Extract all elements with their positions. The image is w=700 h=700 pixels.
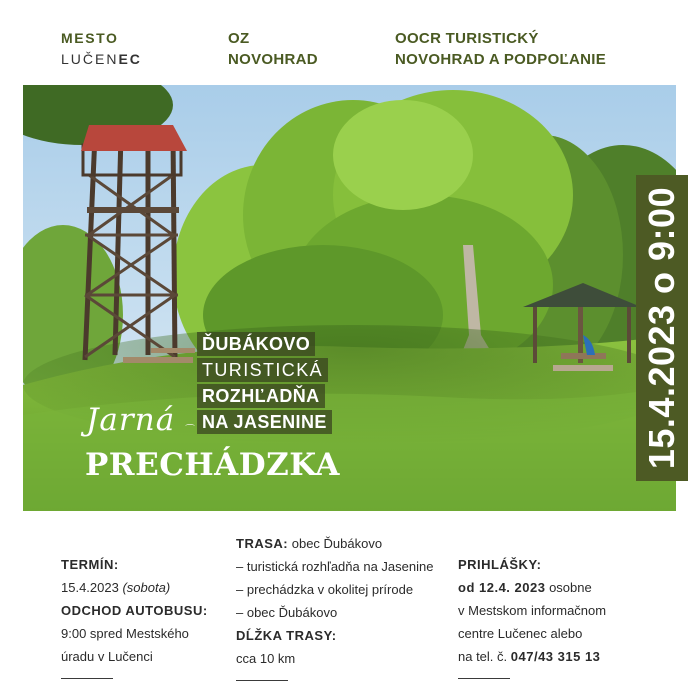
bus-label: ODCHOD AUTOBUSU: — [61, 603, 208, 618]
registration-line-2: v Mestskom informačnom — [458, 603, 607, 618]
bus-line-2: úradu v Lučenci — [61, 649, 153, 664]
title-line-3: ROZHĽADŇA — [197, 384, 325, 408]
title-line-1: ĎUBÁKOVO — [197, 332, 315, 356]
title-line-4: NA JASENINE — [197, 410, 332, 434]
registration-phone: na tel. č. 047/43 315 13 — [458, 649, 601, 664]
org1-line1: MESTO — [61, 30, 119, 46]
term-value: 15.4.2023 (sobota) — [61, 580, 171, 595]
org3-line1: OOCR TURISTICKÝ — [395, 30, 539, 47]
length-label: DĹŽKA TRASY: — [236, 628, 337, 643]
bus-line-1: 9:00 spred Mestského — [61, 626, 189, 641]
date-banner-text: 15.4.2023 o 9:00 — [641, 186, 682, 470]
route-line-2: – turistická rozhľadňa na Jasenine — [236, 559, 434, 574]
registration-label: PRIHLÁŠKY: — [458, 557, 542, 572]
title-line-2: TURISTICKÁ — [197, 358, 328, 382]
title-main-word: PRECHÁDZKA — [85, 447, 340, 483]
divider-rule — [61, 678, 113, 679]
org-mesto-lucenec — [61, 28, 142, 70]
term-label: TERMÍN: — [61, 557, 119, 572]
org-oz-novohrad — [228, 28, 318, 70]
org2-line1: OZ — [228, 30, 250, 47]
route-line-4: – obec Ďubákovo — [236, 605, 338, 620]
registration-line-1: od 12.4. 2023 osobne — [458, 580, 592, 595]
org3-line2: NOVOHRAD A PODPOĽANIE — [395, 51, 607, 68]
org1-line2: LUČENEC — [61, 51, 142, 67]
title-script-word: Jarná — [86, 402, 176, 438]
bird-icon: ⌒ — [185, 425, 195, 436]
divider-rule — [458, 678, 510, 679]
route-line-0: TRASA: obec Ďubákovo — [236, 536, 383, 551]
route-line-3: – prechádzka v okolitej prírode — [236, 582, 414, 597]
length-value: cca 10 km — [236, 651, 296, 666]
info-column-term — [61, 553, 208, 679]
info-column-registration — [458, 553, 606, 679]
divider-rule — [236, 680, 288, 681]
info-column-route — [236, 532, 433, 681]
org2-line2: NOVOHRAD — [228, 51, 318, 68]
org-oocr — [395, 28, 606, 70]
registration-line-3: centre Lučenec alebo — [458, 626, 583, 641]
